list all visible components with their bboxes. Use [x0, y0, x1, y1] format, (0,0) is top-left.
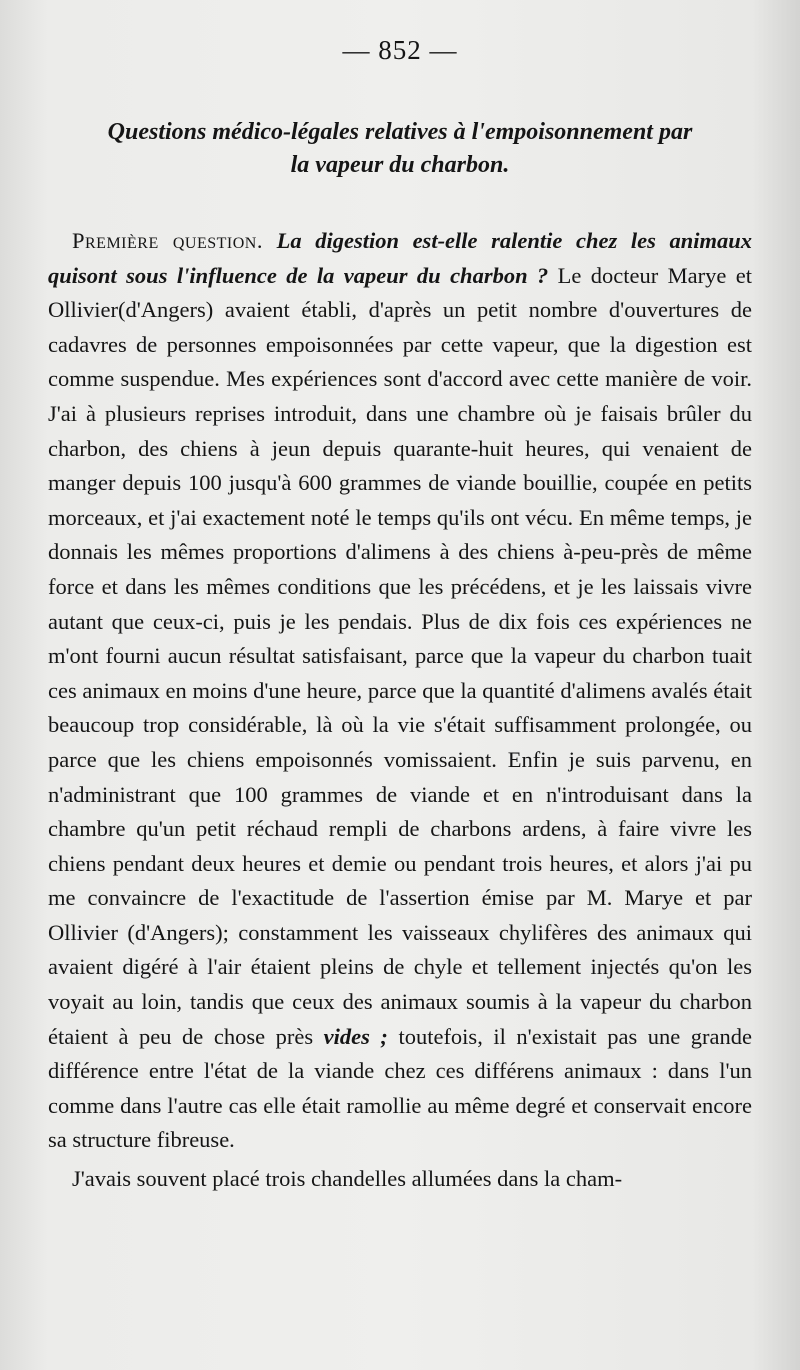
section-heading-line-1: Questions médico-légales relatives à l'empoisonnement par — [107, 119, 693, 145]
question-text: La digestion est-elle ralentie chez les animaux quisont sous l'influence de la vapeur du charbon ? — [48, 228, 753, 288]
emphasis-vides: vides ; — [323, 1023, 388, 1049]
paragraph-1-text-a: Le docteur Marye et Ollivier(d'Angers) avaient établi, d'après un petit nombre d'ouvertures de cadavres de personnes empoisonnées par cette vapeur, que la digestion est comme suspendue. Mes expériences sont d'accord avec cette manière de voir. J'ai à plusieurs reprises introduit, dans une chambre où je faisais brûler du charbon, des chiens à jeun depuis quarante-huit heures, qui venaient de manger depuis 100 jusqu'à 600 grammes de viande bouillie, coupée en petits morceaux, et j'ai exactement noté le temps qu'ils ont vécu. En même temps, je donnais les mêmes proportions d'alimens à des chiens à-peu-près de même force et dans les mêmes conditions que les précédens, et je les laissais vivre autant que ceux-ci, puis je les pendais. Plus de dix fois ces expériences ne m'ont fourni aucun résultat satisfaisant, parce que la vapeur du charbon tuait ces animaux en moins d'une heure, parce que la quantité d'alimens avalés était beaucoup trop considérable, là où la vie s'était suffisamment prolongée, ou parce que les chiens empoisonnés vomissaient. Enfin je suis parvenu, en n'administrant que 100 grammes de viande et en n'introduisant dans la chambre qu'un petit réchaud rempli de charbons ardens, à faire vivre les chiens pendant deux heures et demie ou pendant trois heures, et alors j'ai pu me convaincre de l'exactitude de l'assertion émise par M. Marye et par Ollivier (d'Angers); constamment les vaisseaux chylifères des animaux qui avaient digéré à l'air étaient pleins de chyle et tellement injectés qu'on les voyait au loin, tandis que ceux des animaux soumis à la vapeur du charbon étaient à peu de chose près — [48, 262, 753, 1049]
section-heading — [48, 116, 752, 182]
section-heading-line-2: la vapeur du charbon. — [290, 152, 510, 178]
page-number: — 852 — — [342, 35, 458, 65]
paragraph-2 — [48, 1162, 752, 1197]
paragraph-1 — [48, 224, 752, 1158]
paragraph-2-text: J'avais souvent placé trois chandelles allumées dans la cham- — [72, 1166, 623, 1192]
paragraph-1-text-b: toutefois, il n'existait pas une grande différence entre l'état de la viande chez ces différens animaux : dans l'un comme dans l'autre cas elle était ramollie au même degré et conservait encore sa structure fibreuse. — [48, 1023, 753, 1153]
question-lead: Première question. — [72, 228, 263, 253]
